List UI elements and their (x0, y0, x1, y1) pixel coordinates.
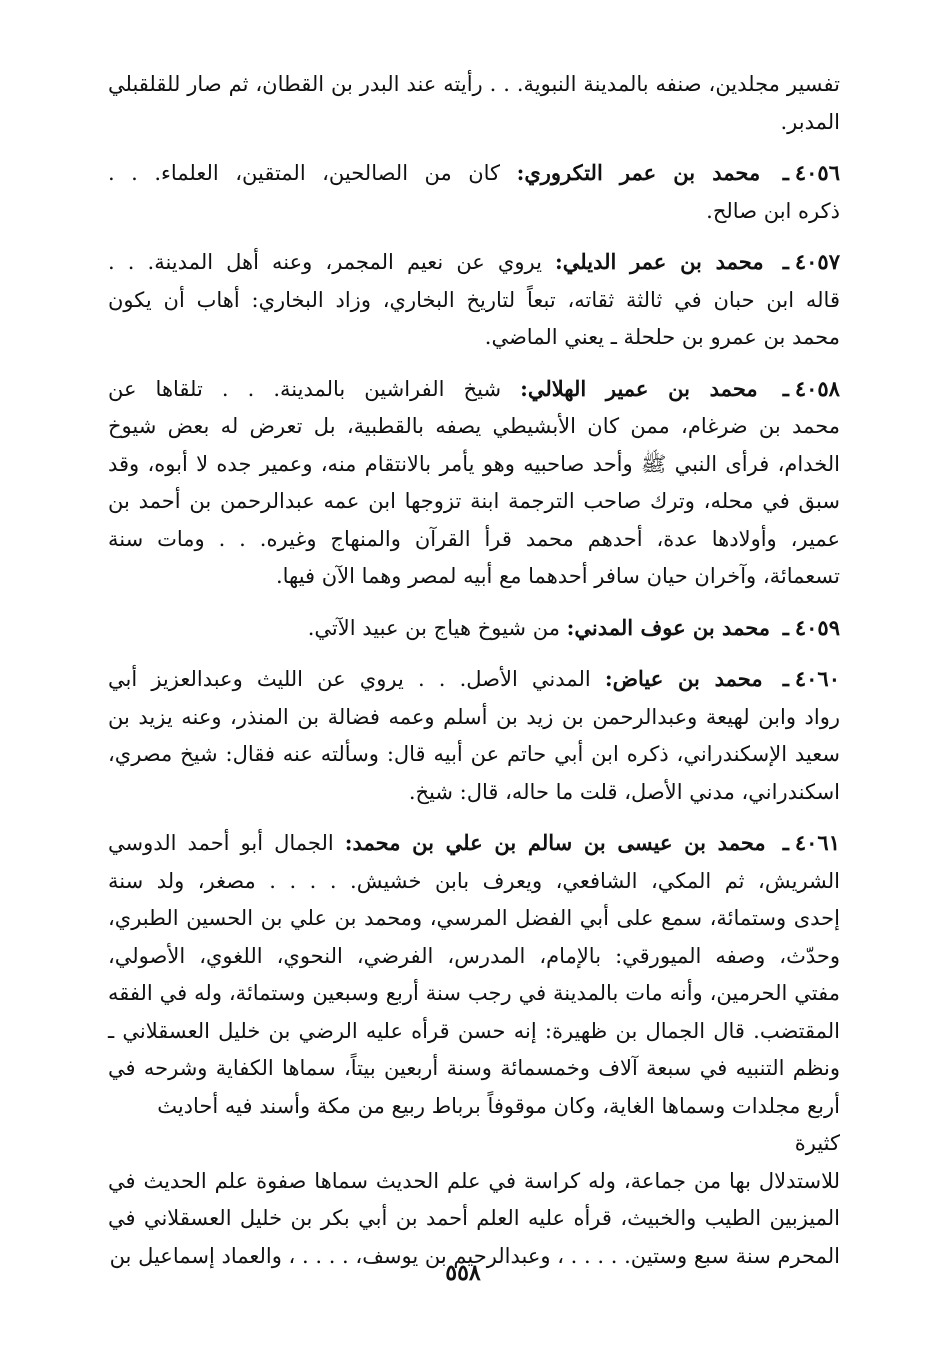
text-line: سبق في محله، وترك صاحب الترجمة ابنة تزوجها ابن عمه عبدالرحمن بن أحمد بن (108, 489, 840, 513)
text-line: ونظم التنبيه في سبعة آلاف وخمسمائة وسنة أربعين بيتاً، سماها الكفاية وشرحه في (108, 1056, 840, 1080)
entry-text: المدني الأصل. . . يروي عن الليث وعبدالعزيز أبي (108, 667, 591, 691)
entry-dash: ـ (782, 830, 789, 855)
entry-text: يروي عن نعيم المجمر، وعنه أهل المدينة. . . (108, 250, 542, 274)
text-line: وحدّث، وصفه الميورقي: بالإمام، المدرس، الفرضي، النحوي، اللغوي، الأصولي، (108, 943, 840, 968)
entry-text: من شيوخ هياج بن عبيد الآتي. (307, 615, 560, 640)
text-line: محمد بن عمرو بن حلحلة ـ يعني الماضي. (484, 325, 840, 349)
text-line: المحرم سنة سبع وستين. . . . . ، وعبدالرحيم بن يوسف، . . . . ، والعماد إسماعيل بن (109, 1243, 840, 1268)
entry-dash: ـ (782, 666, 789, 691)
entry-name: محمد بن عمر التكروري: (516, 160, 761, 185)
entry-number: ٤٠٥٧ (794, 249, 840, 274)
entry-name: محمد بن عيسى بن سالم بن علي بن محمد: (344, 830, 766, 855)
entry-name: محمد بن عمير الهلالي: (520, 375, 758, 401)
entry-text: كان من الصالحين، المتقين، العلماء. . . (108, 161, 501, 185)
text-line: رواد وابن لهيعة وعبدالرحمن بن زيد بن أسلم وعمه فضالة بن المنذر، وعنه يزيد بن (108, 704, 840, 729)
entry-name: محمد بن عوف المدني: (566, 614, 771, 640)
page-number: ٥٥٨ (445, 1260, 481, 1286)
entry-heading-line (108, 154, 840, 193)
text-block (108, 66, 840, 1288)
entry-heading-line (108, 824, 840, 863)
text-line: إحدى وستمائة، سمع على أبي الفضل المرسي، ومحمد بن علي بن الحسين الطبري، (108, 906, 840, 930)
text-line: سعيد الإسكندراني، ذكره ابن أبي حاتم عن أبيه قال: وسألته عنه فقال: شيخ مصري، (108, 742, 840, 766)
entry-dash: ـ (782, 249, 789, 274)
biography-entry (108, 609, 840, 648)
biography-entry (108, 824, 840, 1275)
entry-number: ٤٠٥٦ (794, 160, 840, 185)
entry-number: ٤٠٥٨ (794, 375, 840, 401)
intro-paragraph (108, 66, 840, 141)
entry-dash: ـ (782, 160, 789, 185)
text-line: ذكره ابن صالح. (706, 198, 840, 223)
text-line: قاله ابن حبان في ثالثة ثقاته، تبعاً لتاريخ البخاري، وزاد البخاري: أهاب أن يكون (108, 287, 840, 312)
entry-text: شيخ الفراشين بالمدينة. . . تلقاها عن (108, 376, 502, 401)
text-line: أربع مجلدات وسماها الغاية، وكان موقوفاً برباط ربيع من مكة وأسند فيه أحاديث كثيرة (157, 1093, 840, 1155)
biography-entry (108, 370, 840, 596)
text-line: مفتي الحرمين، وأنه مات بالمدينة في رجب سنة أربع وسبعين وستمائة، وله في الفقه (108, 981, 840, 1005)
text-line: محمد بن ضرغام، ممن كان الأبشيطي يصفه بالقطبية، بل تعرض له بعض شيوخ (108, 414, 840, 438)
text-line: الخدام، فرأى النبي ﷺ وأحد صاحبيه وهو يأمر بالانتقام منه، وعمير جده لا أبوه، وقد (108, 451, 840, 476)
text-line: تسعمائة، وآخران حيان سافر أحدهما مع أبيه لمصر وهما الآن فيها. (275, 564, 840, 588)
text-line: عمير، وأولادها عدة، أحدهم محمد قرأ القرآن والمنهاج وغيره. . . ومات سنة (108, 526, 840, 551)
entry-heading-line (108, 660, 840, 699)
entry-heading-line (108, 370, 840, 409)
entry-dash: ـ (782, 614, 789, 640)
biography-entry (108, 154, 840, 230)
biography-entry (108, 660, 840, 811)
text-line: المدبر. (780, 109, 840, 134)
entry-number: ٤٠٥٩ (794, 614, 840, 640)
text-line: المقتضب. قال الجمال بن ظهيرة: إنه حسن قرأه عليه الرضي بن خليل العسقلاني ـ (108, 1018, 840, 1043)
entry-text: الجمال أبو أحمد الدوسي (108, 831, 334, 855)
text-line: اسكندراني، مدني الأصل، قلت ما حاله، قال: شيخ. (408, 779, 840, 804)
text-line: تفسير مجلدين، صنفه بالمدينة النبوية. . . رأيته عند البدر بن القطان، ثم صار للقلقبلي (108, 72, 840, 96)
entry-heading-line (108, 609, 840, 648)
entry-heading-line (108, 243, 840, 282)
entry-dash: ـ (782, 375, 789, 401)
text-line: للاستدلال بها من جماعة، وله كراسة في علم الحديث سماها صفوة علم الحديث في (108, 1168, 840, 1193)
entry-number: ٤٠٦٠ (794, 666, 840, 691)
text-line: الشريش، ثم المكي، الشافعي، ويعرف بابن خشيش. . . . . مصغر، ولد سنة (108, 868, 840, 893)
biography-entry (108, 243, 840, 357)
entry-number: ٤٠٦١ (794, 830, 840, 855)
text-line: الميزبين الطيب والخبيث، قرأه عليه العلم أحمد بن أبي بكر بن خليل العسقلاني في (108, 1206, 840, 1230)
entry-name: محمد بن عمر الديلي: (555, 249, 764, 274)
entry-name: محمد بن عياض: (604, 666, 763, 691)
